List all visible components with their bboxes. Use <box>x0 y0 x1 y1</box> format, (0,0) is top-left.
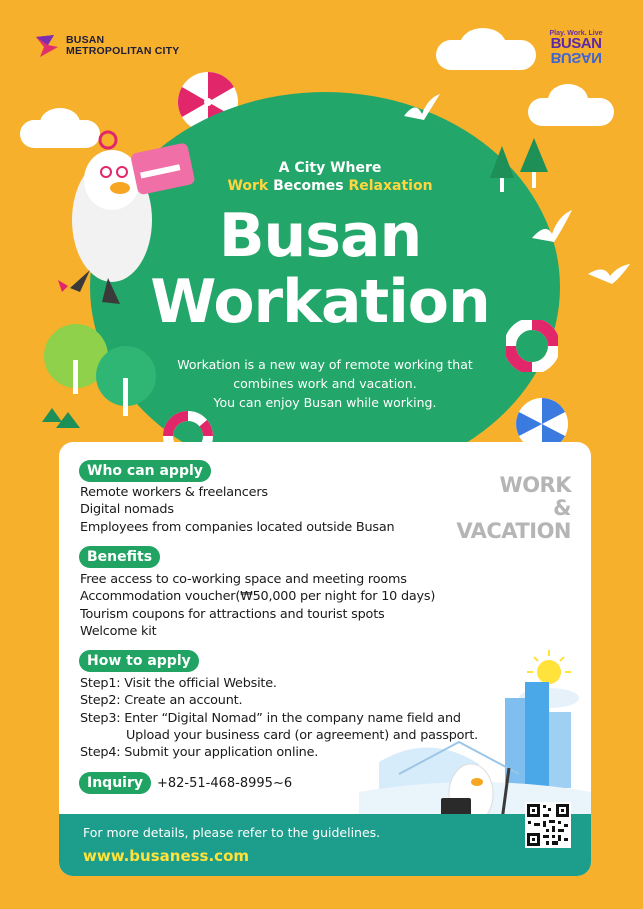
side-word: WORK <box>499 473 571 497</box>
hero-subtitle <box>150 160 510 194</box>
footer-bar <box>59 814 591 876</box>
city-logo-line2: METROPOLITAN CITY <box>66 45 180 57</box>
subtitle-line1: A City Where <box>278 160 382 176</box>
seagull-icon <box>402 90 442 130</box>
subtitle-word-relaxation: Relaxation <box>348 178 433 194</box>
step-item: Step3: Enter “Digital Nomad” in the company name field and <box>80 710 461 726</box>
title-line2: Workation <box>150 267 490 337</box>
subtitle-word-work: Work <box>227 178 269 194</box>
subtitle-line2 <box>150 178 510 194</box>
brand-word-mirrored: BUSAN <box>550 49 602 66</box>
list-item: Tourism coupons for attractions and tourist spots <box>80 606 385 622</box>
intro-line: combines work and vacation. <box>233 376 417 391</box>
info-card <box>59 442 591 876</box>
city-logo-icon <box>34 33 60 59</box>
step-item: Step2: Create an account. <box>80 693 243 709</box>
website-link[interactable]: www.busaness.com <box>83 847 250 865</box>
seagull-icon <box>530 208 574 248</box>
who-can-apply-label: Who can apply <box>79 460 211 482</box>
list-item: Remote workers & freelancers <box>80 485 268 500</box>
subtitle-word-becomes: Becomes <box>268 178 349 194</box>
intro-text <box>150 355 500 412</box>
intro-line: Workation is a new way of remote working that <box>177 357 473 372</box>
list-item: Welcome kit <box>80 623 157 639</box>
work-vacation-words <box>456 474 571 543</box>
list-item: Free access to co-working space and meeting rooms <box>80 572 407 587</box>
brand-word: BUSAN <box>550 35 602 52</box>
benefits-label: Benefits <box>79 546 160 568</box>
list-item: Accommodation voucher(₩50,000 per night for 10 days) <box>80 589 436 605</box>
seagull-icon <box>586 256 632 292</box>
who-can-apply-list <box>80 484 394 536</box>
side-word: & <box>553 496 571 520</box>
step-item: Step1: Visit the official Website. <box>80 676 277 691</box>
side-word: VACATION <box>456 519 571 543</box>
inquiry-label: Inquiry <box>79 772 151 794</box>
cloud-decoration <box>460 28 506 62</box>
list-item: Employees from companies located outside Busan <box>80 519 395 535</box>
busan-city-logo <box>34 33 179 59</box>
cloud-decoration <box>548 84 588 116</box>
step-item-continuation: Upload your business card (or agreement) and passport. <box>126 727 479 743</box>
qr-code-icon[interactable] <box>525 802 571 848</box>
list-item: Digital nomads <box>80 502 174 518</box>
brand-tagline: Play. Work. Live <box>549 30 603 37</box>
how-to-apply-label: How to apply <box>79 650 199 672</box>
inquiry-phone[interactable]: +82-51-468-8995~6 <box>157 775 293 791</box>
tree-icon <box>42 320 162 430</box>
title-line1: Busan <box>218 201 422 271</box>
inquiry-row <box>79 772 292 794</box>
benefits-list <box>80 571 435 640</box>
intro-line: You can enjoy Busan while working. <box>213 395 437 410</box>
step-item: Step4: Submit your application online. <box>80 745 319 761</box>
footer-note: For more details, please refer to the guidelines. <box>83 825 381 840</box>
busan-brand-logo <box>538 30 614 66</box>
city-logo-line1: BUSAN <box>66 34 105 46</box>
page-title <box>110 203 530 335</box>
